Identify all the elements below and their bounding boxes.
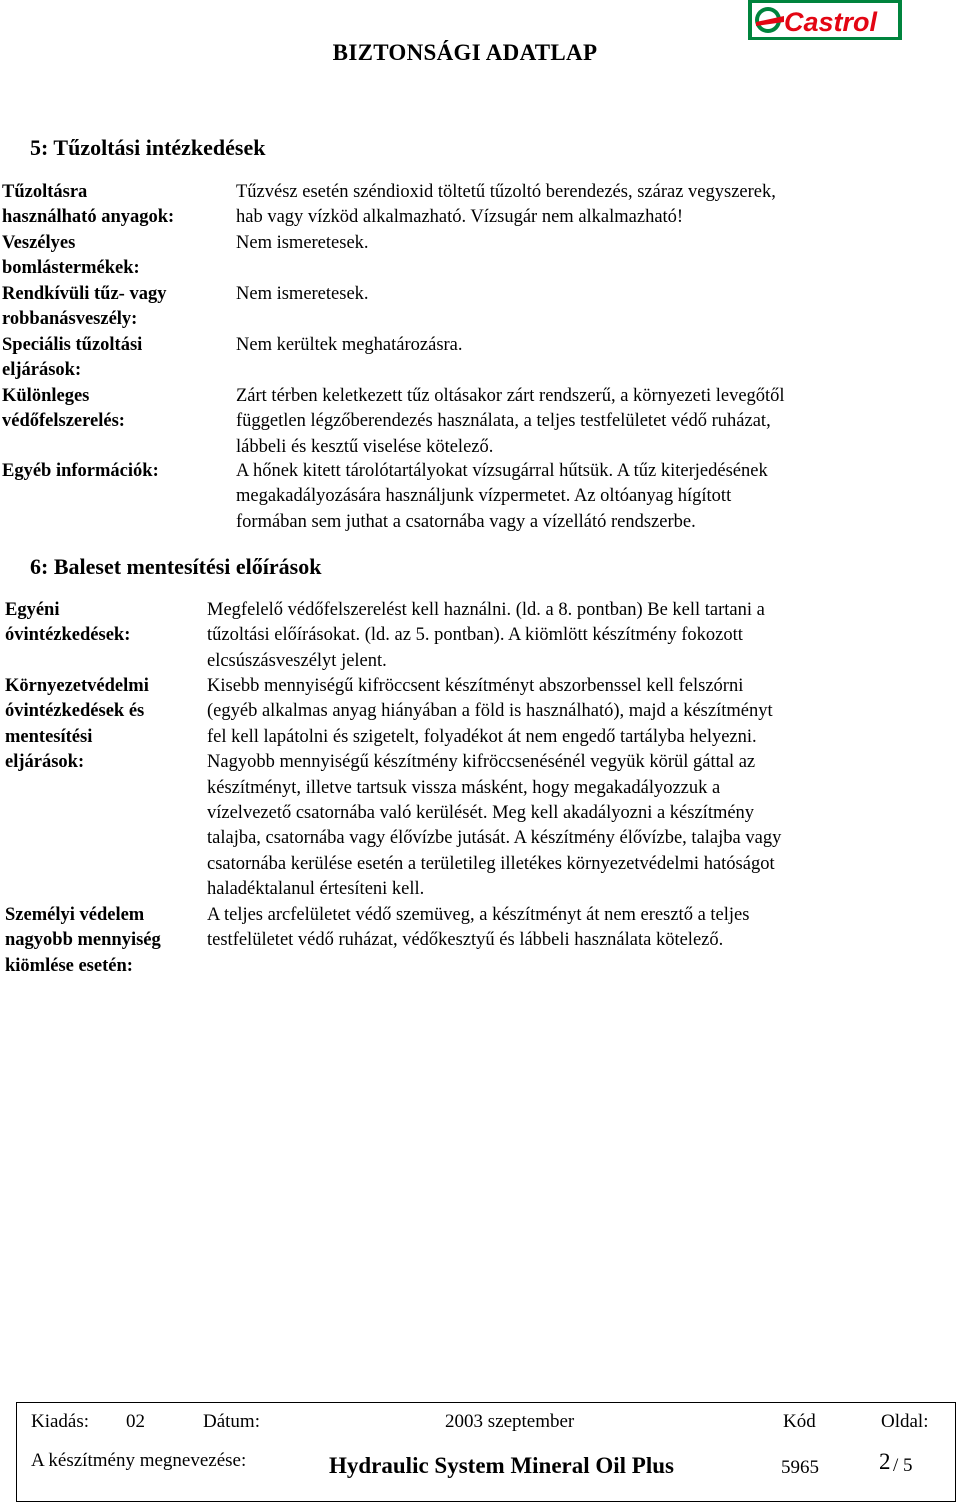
section5-row-value: [236, 384, 785, 460]
date-value: 2003 szeptember: [445, 1411, 575, 1432]
value-line: A teljes arcfelületet védő szemüveg, a készítményt át nem eresztő a teljes: [207, 905, 750, 925]
value-line: Nem ismeretesek.: [236, 233, 369, 253]
label-line: óvintézkedések és: [5, 701, 145, 722]
document-title: BIZTONSÁGI ADATLAP: [332, 40, 598, 65]
section5-row-label: [2, 180, 174, 231]
value-line: formában sem juthat a csatornába vagy a vízellátó rendszerbe.: [236, 511, 696, 532]
label-line: védőfelszerelés:: [2, 411, 125, 432]
label-line: Környezetvédelmi: [5, 676, 149, 696]
section5-row-value: [236, 282, 369, 307]
section5-row-label: [2, 459, 159, 484]
section6-row-label: [5, 674, 149, 776]
value-line: Nem kerültek meghatározásra.: [236, 335, 463, 355]
value-line: hab vagy vízköd alkalmazható. Vízsugár nem alkalmazható!: [236, 207, 684, 228]
page-label: Oldal:: [881, 1411, 929, 1432]
label-line: eljárások:: [2, 360, 82, 381]
code-value: 5965: [781, 1457, 819, 1478]
value-line: készítményt, illetve tartsuk vissza másként, hogy megakadályozzuk a: [207, 777, 721, 798]
section5-row-value: [236, 459, 768, 535]
value-line: vízelvezető csatornába való kerülését. Meg kell akadályozni a készítmény: [207, 803, 755, 824]
page-total: / 5: [893, 1455, 913, 1476]
value-line: haladéktalanul értesíteni kell.: [207, 879, 425, 900]
section6-row-value: [207, 674, 781, 903]
value-line: fel kell lapátolni és szigetelt, folyadékot át nem engedő tartályba helyezni.: [207, 726, 757, 747]
section5-row-label: [2, 282, 166, 333]
value-line: testfelületet védő ruházat, védőkesztyű és lábbeli használata kötelező.: [207, 930, 724, 951]
document-footer: [16, 1402, 956, 1502]
label-line: Speciális tűzoltási: [2, 335, 143, 355]
section-5-heading: 5: Tűzoltási intézkedések: [30, 135, 266, 160]
label-line: Egyéni: [5, 600, 60, 620]
label-line: Személyi védelem: [5, 905, 145, 925]
value-line: lábbeli és kesztű viselése kötelező.: [236, 436, 494, 457]
logo-wordmark: Castrol: [784, 7, 878, 37]
label-line: bomlástermékek:: [2, 258, 140, 279]
section5-row-label: [2, 384, 125, 435]
code-label: Kód: [783, 1411, 816, 1432]
value-line: Kisebb mennyiségű kifröccsent készítményt abszorbenssel kell felszórni: [207, 676, 744, 696]
page-current: 2: [879, 1449, 891, 1474]
value-line: elcsúszásveszélyt jelent.: [207, 650, 387, 671]
label-line: mentesítési: [5, 726, 93, 747]
label-line: Veszélyes: [2, 233, 76, 253]
value-line: tűzoltási előírásokat. (ld. az 5. pontban). A kiömlött készítmény fokozott: [207, 625, 743, 646]
label-line: kiömlése esetén:: [5, 955, 133, 976]
section5-row-value: [236, 180, 776, 231]
section6-row-value: [207, 598, 765, 674]
section6-row-label: [5, 598, 130, 649]
section5-row-value: [236, 333, 463, 358]
label-line: Különleges: [2, 386, 90, 406]
value-line: A hőnek kitett tárolótartályokat vízsugárral hűtsük. A tűz kiterjedésének: [236, 461, 768, 481]
label-line: használható anyagok:: [2, 207, 175, 228]
section6-row-label: [5, 903, 161, 979]
section-6-heading: 6: Baleset mentesítési előírások: [30, 554, 322, 579]
value-line: Zárt térben keletkezett tűz oltásakor zárt rendszerű, a környezeti levegőtől: [236, 386, 785, 406]
section5-row-label: [2, 231, 140, 282]
value-line: talajba, csatornába vagy élővízbe jutását. A készítmény élővízbe, talajba vagy: [207, 828, 782, 849]
issue-label: Kiadás:: [31, 1411, 90, 1432]
value-line: Tűzvész esetén széndioxid töltetű tűzoltó berendezés, száraz vegyszerek,: [236, 182, 776, 202]
label-line: Tűzoltásra: [2, 182, 88, 202]
castrol-logo: [748, 0, 902, 40]
value-line: Nagyobb mennyiségű készítmény kifröccsenésénél vegyük körül gáttal az: [207, 752, 756, 773]
product-label: A készítmény megnevezése:: [31, 1450, 247, 1471]
value-line: Megfelelő védőfelszerelést kell haználni. (ld. a 8. pontban) Be kell tartani a: [207, 600, 765, 620]
label-line: óvintézkedések:: [5, 625, 131, 646]
value-line: csatornába kerülése esetén a területileg illetékes környezetvédelmi hatóságot: [207, 853, 775, 874]
value-line: (egyéb alkalmas anyag hiányában a föld is használható), majd a készítményt: [207, 701, 773, 722]
value-line: független légzőberendezés használata, a teljes testfelületet védő ruházat,: [236, 411, 771, 432]
label-line: Egyéb információk:: [2, 461, 159, 481]
product-name: Hydraulic System Mineral Oil Plus: [329, 1453, 674, 1478]
section5-row-value: [236, 231, 369, 256]
value-line: megakadályozására használjunk vízpermetet. Az oltóanyag hígított: [236, 486, 732, 507]
label-line: robbanásveszély:: [2, 309, 138, 330]
issue-value: 02: [126, 1411, 145, 1432]
section6-row-value: [207, 903, 749, 954]
value-line: Nem ismeretesek.: [236, 284, 369, 304]
label-line: Rendkívüli tűz- vagy: [2, 284, 167, 304]
date-label: Dátum:: [203, 1411, 260, 1432]
section5-row-label: [2, 333, 142, 384]
label-line: nagyobb mennyiség: [5, 930, 161, 951]
label-line: eljárások:: [5, 752, 85, 773]
